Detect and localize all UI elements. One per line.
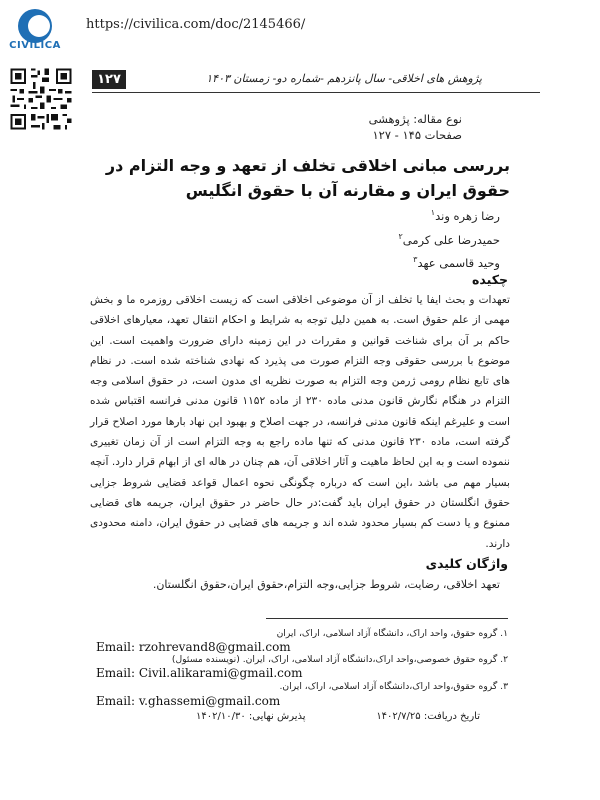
email-1[interactable]: Email: rzohrevand8@gmail.com: [96, 640, 291, 654]
author-sup: ۱: [430, 208, 436, 217]
article-title-line-2: حقوق ایران و مقارنه آن با حقوق انگلیس: [185, 181, 510, 200]
author-name: حمیدرضا علی کرمی: [402, 232, 500, 247]
keywords-heading: واژگان کلیدی: [425, 556, 508, 571]
author-2: [395, 232, 500, 247]
article-title-line-1: بررسی مبانی اخلاقی تخلف از تعهد و وجه التزام در: [105, 156, 510, 175]
keywords-text: تعهد اخلاقی، رضایت، شروط جزایی،وجه التزام،حقوق ایران،حقوق انگلستان.: [152, 578, 500, 591]
footnote-3: ۳. گروه حقوق،واحد اراک،دانشگاه آزاد اسلامی، اراک، ایران.: [279, 681, 508, 692]
author-name: وحید قاسمی عهد: [417, 255, 500, 270]
author-sup: ۲: [398, 232, 403, 241]
article-pages: صفحات ۱۴۵ - ۱۲۷: [372, 128, 462, 142]
civilica-logo: [6, 6, 64, 64]
author-1: [428, 208, 500, 223]
footnote-1: ۱. گروه حقوق، واحد اراک، دانشگاه آزاد اسلامی، اراک، ایران: [276, 628, 508, 639]
header-rule: [92, 92, 540, 93]
author-sup: ۳: [413, 255, 418, 264]
email-2[interactable]: Email: Civil.alikarami@gmail.com: [96, 666, 303, 680]
document-url[interactable]: https://civilica.com/doc/2145466/: [86, 17, 306, 32]
logo-text: CIVILICA: [9, 40, 61, 51]
email-3[interactable]: Email: v.ghassemi@gmail.com: [96, 694, 281, 708]
abstract-text: تعهدات و بحث ایفا یا تخلف از آن موضوعی اخلاقی است که زیست اخلاقی روزمره ما و بخش مهمی از علم حقوق است. به همین دلیل توجه به شرایط و احکام انتقال تعهد، معیارهای اخلاقی حاکم بر آن برای شناخت قوانین و مقررات در این زمینه دارای ضرورت واهمیت است. این موضوع با بررسی حقوقی وجه التزام صورت می پذیرد که نهادی شناخته شده است. در نظام های تابع نظام رومی ژرمن وجه التزام به صورت نظریه ای مدون است، در حقوق اسلامی وجه التزام در هنگام نگارش قانون مدنی ماده ۲۳۰ از ماده ۱۱۵۲ قانون مدنی فرانسه اقتباس شده است و علیرغم اینکه قانون مدنی فرانسه، در جهت اصلاح و بهبود این نهاد بارها مورد اصلاح قرار گرفته است، ماده ۲۳۰ قانون مدنی که تنها ماده راجع به وجه التزام است از آن زمان تغییری ننموده است و به این لحاظ ماهیت و آثار اخلاقی آن، هم چنان در هاله ای از ابهام قرار دارد. آنچه بسیار مهم می باشد ،این است که درباره چگونگی نحوه اعمال قواعد قضایی شروط جزایی حقوق انگلستان در حقوق ایران باید گفت:در حال حاضر در حقوق ایران، جریمه های قضایی ممنوع و یا دست کم بسیار محدود شده اند و جریمه های قضایی در حقوق ایران، دامنه محدودی دارند.: [90, 294, 510, 550]
page-number: ۱۲۷: [92, 70, 126, 89]
running-head: پژوهش های اخلاقی- سال پانزدهم -شماره دو- زمستان ۱۴۰۳: [206, 72, 482, 85]
abstract-heading: چکیده: [472, 272, 508, 287]
received-date: تاریخ دریافت: ۱۴۰۲/۷/۲۵: [376, 711, 480, 722]
qr-code-icon: [8, 66, 74, 132]
author-3: [410, 255, 500, 270]
author-name: رضا زهره وند: [435, 208, 500, 223]
footnote-rule: [266, 618, 508, 619]
article-type: نوع مقاله: پژوهشی: [368, 112, 462, 126]
footnote-2: ۲. گروه حقوق خصوصی،واحد اراک،دانشگاه آزاد اسلامی، اراک، ایران. (نویسنده مسئول): [171, 654, 508, 665]
accepted-date: پذیرش نهایی: ۱۴۰۲/۱۰/۳۰: [196, 711, 306, 722]
